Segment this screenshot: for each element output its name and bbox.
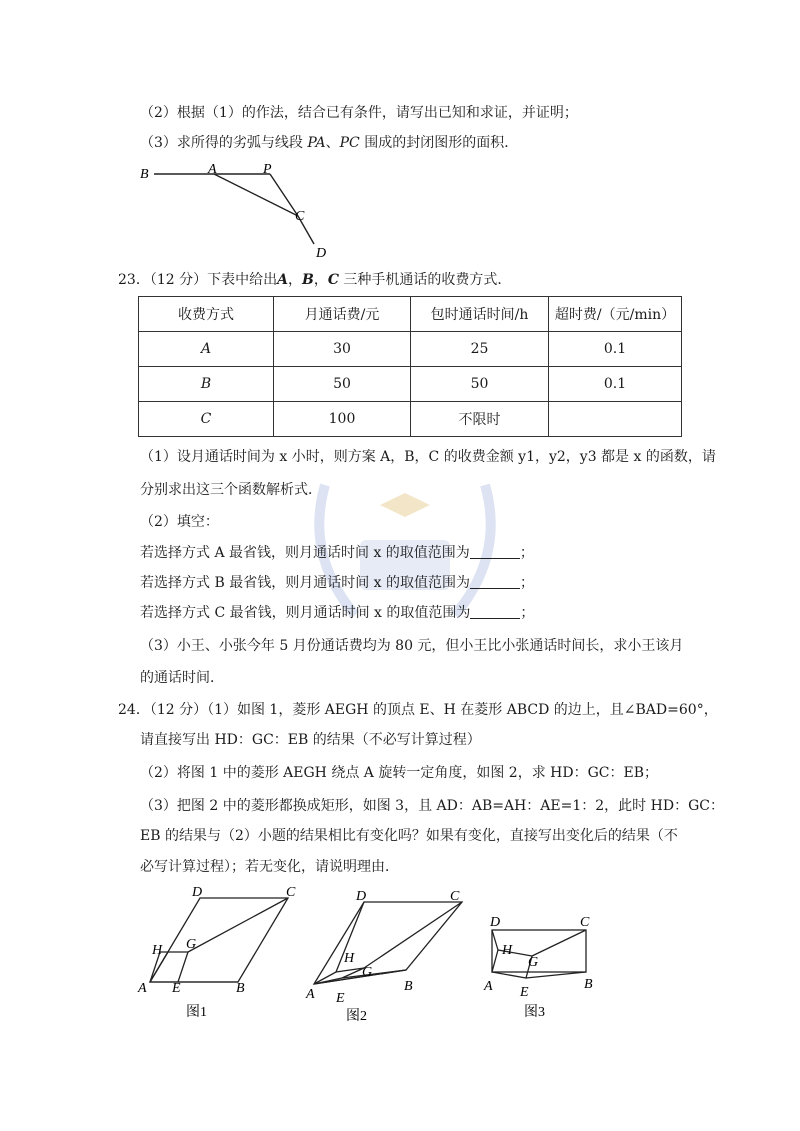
q23-part3-line1: （3）小王、小张今年 5 月份通话费均为 80 元，但小王比小张通话时间长，求小王该月: [140, 638, 684, 654]
q24-line5: EB 的结果与（2）小题的结果相比有变化吗？如果有变化，直接写出变化后的结果（不: [140, 828, 678, 844]
q23-fill-a: [140, 543, 534, 563]
q23-fill-a-text: 若选择方式 A 最省钱，则月通话时间 x 的取值范围为: [140, 545, 470, 561]
table-cell: B: [139, 367, 274, 402]
fig3-label-e: E: [520, 985, 529, 1000]
q23-comma-2: ，: [313, 272, 328, 288]
fig3-label-g: G: [528, 955, 539, 970]
q22-segment-pc: PC: [339, 135, 360, 151]
q22-part3-text: （3）求所得的劣弧与线段: [140, 135, 308, 151]
q23-part3-line2: 的通话时间．: [140, 670, 224, 686]
q23-intro-text: 23．（12 分）下表中给出: [118, 272, 278, 288]
table-cell: [549, 402, 682, 437]
q23-part1-line2: 分别求出这三个函数解析式．: [140, 482, 322, 498]
fig2-label-a: A: [306, 987, 315, 1002]
q22-part3: [140, 133, 518, 153]
table-cell: 0.1: [549, 367, 682, 402]
fig1-label-g: G: [186, 937, 197, 952]
fee-table: [138, 296, 682, 437]
fig2-label-e: E: [336, 991, 345, 1006]
fig3-caption: 图3: [524, 1005, 545, 1020]
q24-line4: （3）把图 2 中的菱形都换成矩形，如图 3，且 AD：AB=AH：AE=1：2，此时 HD：GC：: [140, 798, 724, 814]
q24-line6: 必写计算过程）；若无变化，请说明理由．: [140, 859, 399, 875]
q23-fill-b-end: ；: [519, 575, 534, 591]
q23-option-b: B: [301, 272, 314, 288]
fig1-label-a: A: [138, 981, 147, 996]
q24-figure-3: [478, 900, 608, 1025]
q23-part2: （2）填空：: [140, 514, 219, 530]
table-row: [139, 402, 682, 437]
table-row: [139, 367, 682, 402]
q23-fill-c-text: 若选择方式 C 最省钱，则月通话时间 x 的取值范围为: [140, 605, 471, 621]
q23-comma-1: ，: [287, 272, 302, 288]
q22-label-a: A: [208, 162, 217, 177]
q23-fill-a-end: ；: [519, 545, 534, 561]
fig1-label-h: H: [152, 943, 163, 958]
table-cell: C: [139, 402, 274, 437]
table-cell: 100: [274, 402, 411, 437]
fig3-label-c: C: [580, 915, 590, 930]
table-row: [139, 332, 682, 367]
q23-option-a: A: [277, 272, 288, 288]
answer-blank[interactable]: [470, 574, 520, 589]
fig1-label-b: B: [236, 981, 245, 996]
q22-figure: [130, 158, 340, 268]
fig1-label-e: E: [172, 981, 181, 996]
q24-line1: 24．（12 分）（1）如图 1，菱形 AEGH 的顶点 E、H 在菱形 ABCD 的边上，且∠BAD=60°，: [118, 702, 718, 718]
fig1-label-d: D: [192, 885, 203, 900]
fee-table-header-row: [139, 297, 682, 332]
answer-blank[interactable]: [470, 604, 520, 619]
fig2-label-d: D: [356, 889, 367, 904]
fee-header-monthly: 月通话费/元: [274, 297, 411, 332]
q22-segment-pa: PA: [307, 135, 326, 151]
fig3-label-b: B: [584, 977, 593, 992]
q22-label-p: P: [263, 162, 272, 177]
fig3-label-a: A: [484, 979, 493, 994]
table-cell: 0.1: [549, 332, 682, 367]
table-cell: 25: [411, 332, 549, 367]
fig2-caption: 图2: [346, 1009, 367, 1024]
q22-part2: （2）根据（1）的作法，结合已有条件，请写出已知和求证，并证明；: [140, 105, 578, 121]
q22-separator: 、: [325, 135, 340, 151]
fig2-label-b: B: [404, 979, 413, 994]
q23-intro: [118, 270, 511, 290]
fee-header-overtime: 超时费/（元/min）: [549, 297, 682, 332]
q23-fill-b: [140, 573, 534, 593]
fig3-label-h: H: [502, 943, 513, 958]
fig2-label-g: G: [362, 965, 373, 980]
fee-header-included: 包时通话时间/h: [411, 297, 549, 332]
q22-label-c: C: [295, 209, 305, 224]
fig2-label-c: C: [450, 889, 460, 904]
table-cell: 不限时: [411, 402, 549, 437]
q24-line2: 请直接写出 HD：GC：EB 的结果（不必写计算过程）: [140, 732, 481, 748]
q24-figure-2: [300, 880, 470, 1025]
q23-fill-c: [140, 603, 534, 623]
table-cell: 50: [411, 367, 549, 402]
fee-header-method: 收费方式: [139, 297, 274, 332]
q22-label-b: B: [140, 167, 149, 182]
q23-option-c: C: [327, 272, 339, 288]
table-cell: A: [139, 332, 274, 367]
q24-line3: （2）将图 1 中的菱形 AEGH 绕点 A 旋转一定角度，如图 2，求 HD：GC：EB；: [140, 765, 658, 781]
q23-fill-b-text: 若选择方式 B 最省钱，则月通话时间 x 的取值范围为: [140, 575, 470, 591]
q22-part3-end: 围成的封闭图形的面积．: [359, 135, 519, 151]
table-cell: 30: [274, 332, 411, 367]
table-cell: 50: [274, 367, 411, 402]
fig2-label-h: H: [344, 951, 355, 966]
fig1-caption: 图1: [186, 1005, 207, 1020]
q23-fill-c-end: ；: [520, 605, 535, 621]
q22-label-d: D: [316, 246, 327, 261]
answer-blank[interactable]: [470, 544, 520, 559]
q23-part1-line1: （1）设月通话时间为 x 小时，则方案 A，B，C 的收费金额 y1，y2，y3 都是 x 的函数，请: [140, 449, 716, 465]
fig1-label-c: C: [286, 885, 296, 900]
q24-figure-1: [130, 880, 310, 1025]
q23-intro-end: 三种手机通话的收费方式．: [338, 272, 512, 288]
fig3-label-d: D: [490, 915, 501, 930]
